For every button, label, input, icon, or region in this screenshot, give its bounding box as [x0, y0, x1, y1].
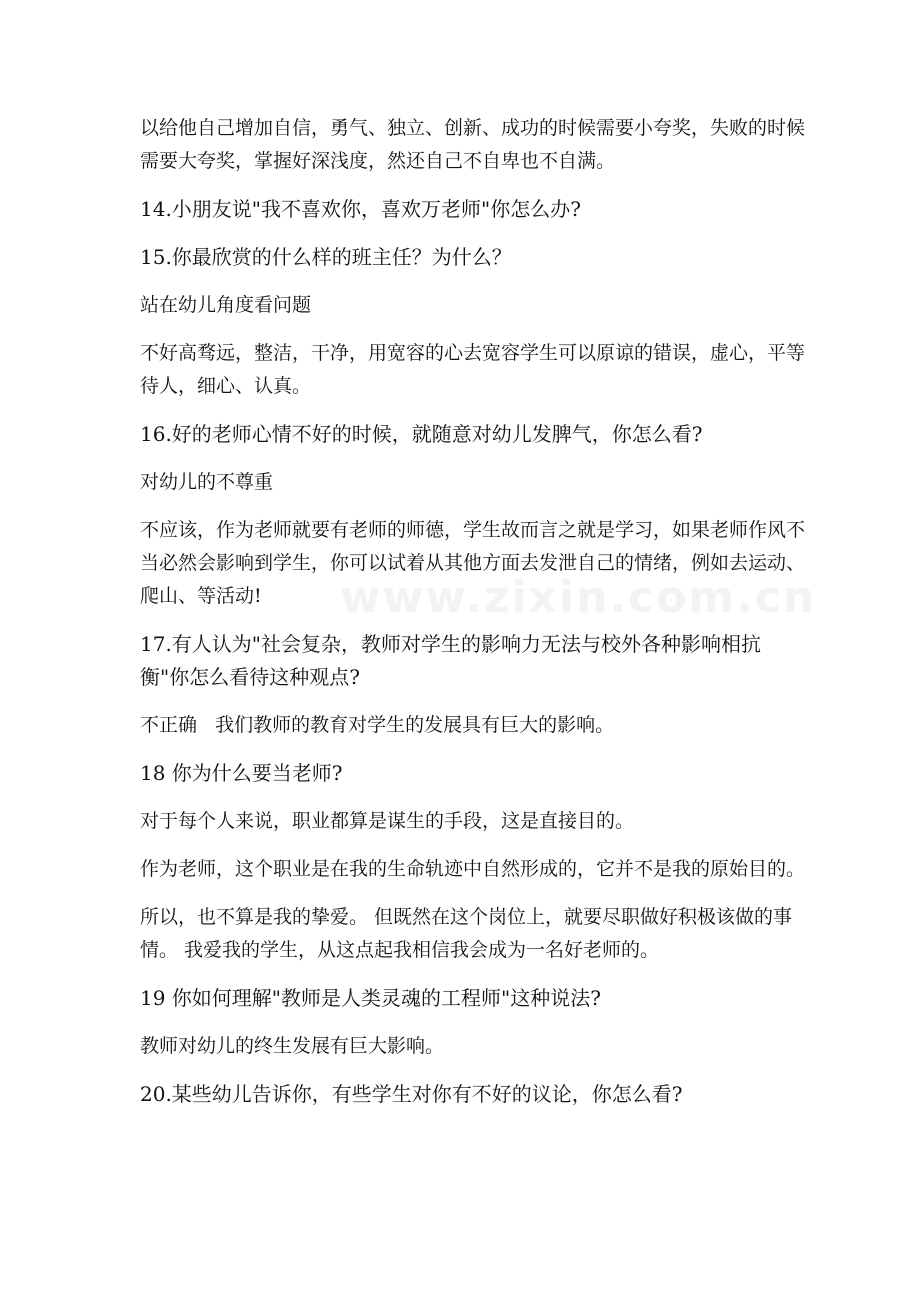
answer-paragraph: 对于每个人来说，职业都算是谋生的手段，这是直接目的。 [140, 810, 635, 832]
answer-paragraph: 以给他自己增加自信，勇气、独立、创新、成功的时候需要小夸奖，失败的时候需要大夸奖，掌握好深浅度，然还自己不自卑也不自满。 [140, 117, 806, 172]
answer-paragraph: 所以，也不算是我的挚爱。 但既然在这个岗位上，就要尽职做好积极该做的事情。 我爱我的学生，从这点起我相信我会成为一名好老师的。 [140, 906, 793, 961]
question-17: 17.有人认为"社会复杂，教师对学生的影响力无法与校外各种影响相抗衡"你怎么看待这种观点? [140, 632, 762, 689]
question-14: 14.小朋友说"我不喜欢你，喜欢万老师"你怎么办? [140, 197, 581, 221]
answer-paragraph: 不好高骛远，整洁，干净，用宽容的心去宽容学生可以原谅的错误，虚心，平等待人，细心、认真。 [140, 342, 806, 397]
watermark: www.zixin.com.cn [340, 572, 817, 623]
question-19: 19 你如何理解"教师是人类灵魂的工程师"这种说法? [140, 986, 601, 1010]
answer-paragraph: 对幼儿的不尊重 [140, 471, 274, 493]
answer-paragraph: 教师对幼儿的终生发展有巨大影响。 [140, 1035, 445, 1057]
answer-paragraph: 站在幼儿角度看问题 [140, 294, 312, 316]
answer-paragraph: 作为老师，这个职业是在我的生命轨迹中自然形成的，它并不是我的原始目的。 [140, 858, 806, 880]
question-15: 15.你最欣赏的什么样的班主任？为什么？ [140, 245, 512, 269]
answer-paragraph: 不应该，作为老师就要有老师的师德，学生故而言之就是学习，如果老师作风不当必然会影响到学生，你可以试着从其他方面去发泄自己的情绪，例如去运动、爬山、等活动! [140, 519, 806, 607]
question-20: 20.某些幼儿告诉你，有些学生对你有不好的议论，你怎么看? [140, 1082, 683, 1106]
document-page [140, 112, 810, 1126]
answer-paragraph: 不正确 我们教师的教育对学生的发展具有巨大的影响。 [140, 714, 615, 736]
question-16: 16.好的老师心情不好的时候，就随意对幼儿发脾气，你怎么看? [140, 422, 703, 446]
question-18: 18 你为什么要当老师? [140, 761, 343, 785]
